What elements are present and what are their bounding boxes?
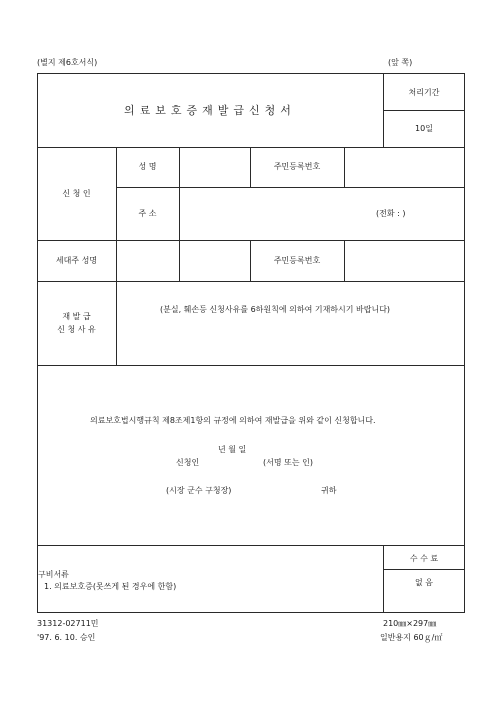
honorific-label: 귀하 <box>321 486 337 495</box>
reason-note: (분실, 훼손등 신청사유를 6하원칙에 의하여 기재하시기 바랍니다) <box>160 305 391 314</box>
approval-date: '97. 6. 10. 승인 <box>37 633 96 642</box>
recipient-label: (시장 군수 구청장) <box>166 486 232 495</box>
divider-processing-column <box>383 73 384 147</box>
phone-label: (전화 : ) <box>376 209 406 218</box>
household-head-name-label: 세대주 성명 <box>55 256 98 265</box>
household-head-resident-label: 주민등록번호 <box>273 256 321 265</box>
fee-value: 없 음 <box>415 578 433 587</box>
name-label: 성 명 <box>138 162 157 171</box>
form-code: 31312-02711민 <box>37 619 99 628</box>
processing-period-label: 처리기간 <box>408 88 440 97</box>
required-document-item: 1. 의료보호증(못쓰게 된 경우에 한함) <box>44 582 177 591</box>
reason-field[interactable] <box>117 318 464 364</box>
signature-note: (서명 또는 인) <box>263 458 313 467</box>
household-head-name-field[interactable] <box>117 241 250 281</box>
reason-label-line1: 재 발 급 <box>62 312 91 321</box>
name-field[interactable] <box>180 148 250 187</box>
applicant-signature-label: 신청인 <box>176 458 200 467</box>
page-side-label: (앞 쪽) <box>388 58 413 67</box>
address-label: 주 소 <box>138 209 157 218</box>
fee-label: 수 수 료 <box>409 554 439 563</box>
resident-number-label: 주민등록번호 <box>273 162 321 171</box>
form-title: 의료보호증재발급신청서 <box>124 104 296 117</box>
divider-reason-bottom <box>37 365 465 366</box>
processing-period-value: 10일 <box>415 124 433 133</box>
required-documents-label: 구비서류 <box>38 570 69 579</box>
divider-declaration-bottom <box>37 545 465 546</box>
divider-household-bottom <box>37 281 465 282</box>
declaration-date: 년 월 일 <box>218 445 247 454</box>
applicant-section-label: 신 청 인 <box>62 189 91 198</box>
household-head-resident-field[interactable] <box>345 241 464 281</box>
declaration-statement: 의료보호법시행규칙 제8조제1항의 규정에 의하여 재발급을 위와 같이 신청합니다. <box>90 416 376 425</box>
reason-label-line2: 신 청 사 유 <box>57 325 96 334</box>
form-number: (별지 제6호서식) <box>37 58 98 67</box>
resident-number-field[interactable] <box>345 148 464 187</box>
paper-size: 210㎜×297㎜ <box>383 619 437 628</box>
divider-processing <box>383 110 465 111</box>
address-field[interactable] <box>180 188 464 240</box>
divider-fee <box>383 569 465 570</box>
paper-type: 일반용지 60ｇ/㎡ <box>380 633 443 642</box>
